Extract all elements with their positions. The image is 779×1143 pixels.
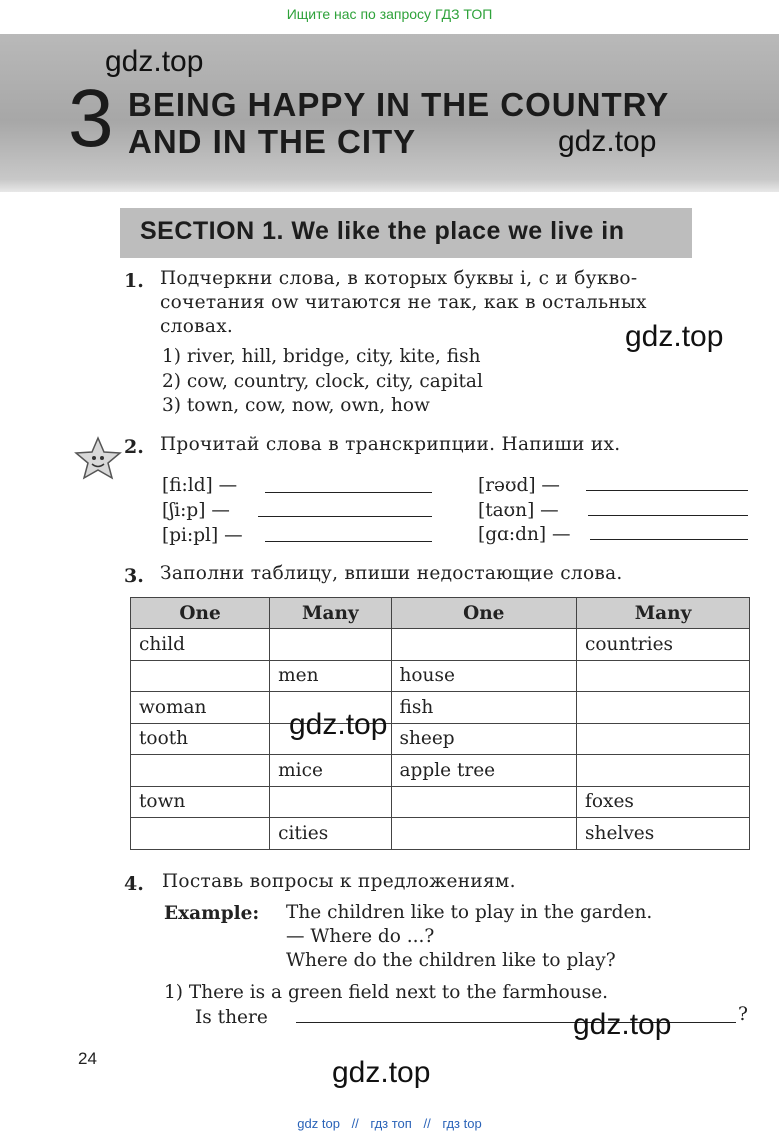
bottom-link[interactable]: gdz top xyxy=(297,1116,340,1131)
example-line-2: — Where do ...? xyxy=(286,926,435,947)
table-cell xyxy=(391,629,577,661)
table-row xyxy=(131,692,750,724)
exercise-4-number: 4. xyxy=(124,873,144,895)
exercise-1-text-line-3: словах. xyxy=(160,316,234,337)
watermark: gdz.top xyxy=(558,125,657,158)
example-line-1: The children like to play in the garden. xyxy=(286,902,653,923)
table-cell: fish xyxy=(391,692,577,724)
transcription-1: [fi:ld] — xyxy=(162,475,238,496)
table-cell: woman xyxy=(131,692,270,724)
column-header: One xyxy=(131,598,270,629)
table-cell xyxy=(270,629,391,661)
answer-line xyxy=(265,492,432,493)
column-header: Many xyxy=(270,598,391,629)
transcription-6: [gɑ:dn] — xyxy=(478,524,571,545)
watermark: gdz.top xyxy=(105,45,204,78)
answer-line xyxy=(588,515,748,516)
table-cell: town xyxy=(131,786,270,818)
exercise-1-item-3: 3) town, cow, now, own, how xyxy=(162,395,430,416)
table-cell: shelves xyxy=(577,818,750,850)
table-row xyxy=(131,818,750,850)
table-cell xyxy=(391,786,577,818)
table-cell xyxy=(577,723,750,755)
table-row xyxy=(131,786,750,818)
example-line-3: Where do the children like to play? xyxy=(286,950,616,971)
table-cell xyxy=(270,786,391,818)
bottom-link[interactable]: гдз top xyxy=(442,1116,482,1131)
table-row xyxy=(131,755,750,787)
page-number: 24 xyxy=(78,1049,97,1068)
answer-line xyxy=(590,539,748,540)
bottom-links xyxy=(0,1116,779,1131)
transcription-3: [pi:pl] — xyxy=(162,525,243,546)
transcription-5: [taʊn] — xyxy=(478,500,559,521)
unit-title-line-1: BEING HAPPY IN THE COUNTRY xyxy=(128,86,670,123)
bottom-link[interactable]: гдз топ xyxy=(370,1116,412,1131)
exercise-1-item-2: 2) cow, country, clock, city, capital xyxy=(162,371,483,392)
question-mark: ? xyxy=(738,1004,748,1025)
watermark: gdz.top xyxy=(573,1008,672,1041)
exercise-4-instruction: Поставь вопросы к предложениям. xyxy=(162,871,516,892)
table-cell xyxy=(391,818,577,850)
section-title: SECTION 1. We like the place we live in xyxy=(140,217,625,245)
watermark: gdz.top xyxy=(625,320,724,353)
table-cell xyxy=(577,755,750,787)
table-row xyxy=(131,660,750,692)
bottom-link-separator: // xyxy=(423,1116,431,1131)
answer-line xyxy=(265,541,432,542)
column-header: Many xyxy=(577,598,750,629)
table-cell: foxes xyxy=(577,786,750,818)
answer-line xyxy=(258,516,432,517)
transcription-4: [rəʊd] — xyxy=(478,475,560,496)
exercise-4-item-1-prefix: Is there xyxy=(195,1007,268,1028)
table-cell: sheep xyxy=(391,723,577,755)
bottom-link-separator: // xyxy=(351,1116,359,1131)
example-label: Example: xyxy=(164,903,260,924)
table-cell: child xyxy=(131,629,270,661)
unit-title-line-2: AND IN THE CITY xyxy=(128,123,417,160)
exercise-4-item-1: 1) There is a green field next to the farmhouse. xyxy=(164,982,609,1003)
unit-number: 3 xyxy=(68,73,114,164)
table-cell: house xyxy=(391,660,577,692)
table-cell xyxy=(131,755,270,787)
table-cell xyxy=(577,660,750,692)
top-search-hint[interactable]: Ищите нас по запросу ГДЗ ТОП xyxy=(286,6,493,22)
table-header-row xyxy=(131,598,750,629)
table-cell: countries xyxy=(577,629,750,661)
exercise-1-text-line-1: Подчеркни слова, в которых буквы i, с и букво- xyxy=(160,268,638,289)
singular-plural-table xyxy=(130,597,750,850)
watermark: gdz.top xyxy=(289,708,388,741)
table-row xyxy=(131,629,750,661)
table-cell xyxy=(131,660,270,692)
table-cell: cities xyxy=(270,818,391,850)
transcription-2: [ʃi:p] — xyxy=(162,500,230,521)
table-cell: apple tree xyxy=(391,755,577,787)
exercise-1-number: 1. xyxy=(124,270,144,292)
table-cell: men xyxy=(270,660,391,692)
exercise-1-item-1: 1) river, hill, bridge, city, kite, fish xyxy=(162,346,481,367)
exercise-3-number: 3. xyxy=(124,565,144,587)
table-cell xyxy=(577,692,750,724)
table-cell: tooth xyxy=(131,723,270,755)
answer-line xyxy=(586,490,748,491)
exercise-2-number: 2. xyxy=(124,436,144,458)
exercise-1-text-line-2: сочетания ow читаются не так, как в остальных xyxy=(160,292,647,313)
column-header: One xyxy=(391,598,577,629)
exercise-2-instruction: Прочитай слова в транскрипции. Напиши их. xyxy=(160,434,621,455)
table-cell xyxy=(131,818,270,850)
table-cell: mice xyxy=(270,755,391,787)
star-icon xyxy=(73,436,123,480)
watermark: gdz.top xyxy=(332,1056,431,1089)
exercise-3-instruction: Заполни таблицу, впиши недостающие слова. xyxy=(160,563,623,584)
table-row xyxy=(131,723,750,755)
